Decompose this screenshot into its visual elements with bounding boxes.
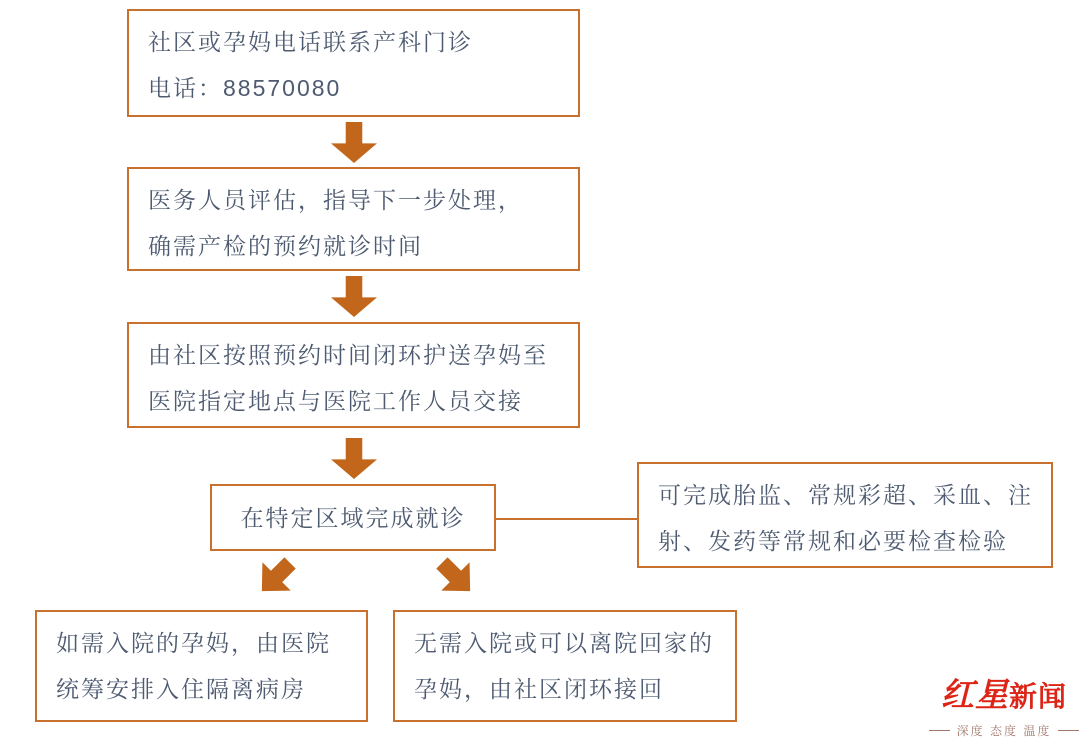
flow-node-escort-line1: 由社区按照预约时间闭环护送孕妈至 [148,342,548,368]
logo-text-hongxing: 红星 [940,676,1009,713]
arrow-down-icon-2 [331,276,377,317]
flow-node-assess-line1: 医务人员评估，指导下一步处理， [148,187,523,213]
arrow-down-right-icon [428,549,485,606]
flow-node-assess [127,167,580,271]
tagline-left-rule [929,730,950,731]
logo-text-xinwen: 新闻 [1008,681,1067,712]
flow-node-admit [35,610,368,722]
flow-node-escort [127,322,580,428]
flow-node-services-line1: 可完成胎监、常规彩超、采血、注 [658,482,1033,508]
logo-tagline: 深度 态度 温度 [956,724,1052,738]
flow-node-services [637,462,1053,568]
flow-node-services-line2: 射、发药等常规和必要检查检验 [658,528,1008,554]
flow-node-home-line1: 无需入院或可以离院回家的 [414,630,714,656]
flow-node-contact-line1: 社区或孕妈电话联系产科门诊 [148,29,473,55]
flow-node-escort-line2: 医院指定地点与医院工作人员交接 [148,388,523,414]
tagline-right-rule [1058,730,1079,731]
flow-node-visit-line1: 在特定区域完成就诊 [240,504,466,531]
flow-node-admit-line2: 统筹安排入住隔离病房 [56,676,306,702]
logo-wordmark [929,678,1079,719]
flow-node-contact [127,9,580,117]
flow-node-home-line2: 孕妈，由社区闭环接回 [414,676,664,702]
connector-line [494,518,638,520]
flow-node-visit [210,484,496,551]
flow-node-admit-line1: 如需入院的孕妈，由医院 [56,630,331,656]
arrow-down-icon-3 [331,438,377,479]
arrow-down-icon-1 [331,122,377,163]
flow-node-assess-line2: 确需产检的预约就诊时间 [148,233,423,259]
redstar-news-logo [929,678,1079,739]
flow-node-contact-line2: 电话：88570080 [148,75,342,101]
flow-node-home [393,610,737,722]
arrow-down-left-icon [248,549,305,606]
logo-tagline-row [929,722,1079,739]
